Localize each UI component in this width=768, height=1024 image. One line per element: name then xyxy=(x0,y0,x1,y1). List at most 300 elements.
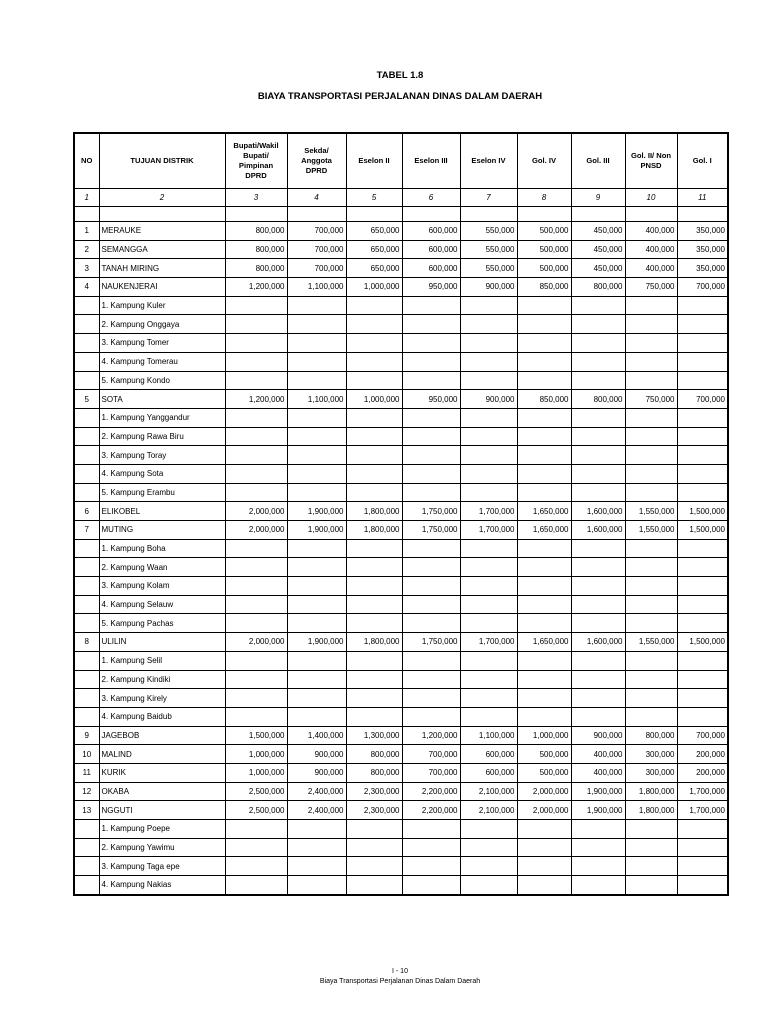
cost-cell: 600,000 xyxy=(402,222,460,241)
cost-cell xyxy=(402,352,460,371)
cost-cell xyxy=(402,838,460,857)
row-number: 11 xyxy=(74,763,99,782)
cost-cell: 700,000 xyxy=(287,240,346,259)
row-number xyxy=(74,334,99,353)
cost-cell xyxy=(402,558,460,577)
cost-cell: 1,550,000 xyxy=(625,633,677,652)
cost-cell: 1,800,000 xyxy=(625,782,677,801)
cost-cell xyxy=(402,820,460,839)
cost-cell xyxy=(225,558,287,577)
table-row xyxy=(74,464,728,483)
table-row xyxy=(74,521,728,540)
cost-cell xyxy=(402,539,460,558)
row-number xyxy=(74,371,99,390)
cost-cell: 450,000 xyxy=(571,222,625,241)
cost-cell xyxy=(346,595,402,614)
district-name: ULILIN xyxy=(99,633,225,652)
cost-cell xyxy=(517,857,571,876)
cost-cell: 1,700,000 xyxy=(460,521,517,540)
cost-cell xyxy=(517,651,571,670)
row-number xyxy=(74,483,99,502)
cost-cell xyxy=(571,408,625,427)
column-number: 2 xyxy=(99,189,225,207)
cost-cell: 1,900,000 xyxy=(287,633,346,652)
cost-cell xyxy=(287,670,346,689)
cost-cell xyxy=(460,651,517,670)
column-header: Gol. II/ Non PNSD xyxy=(625,133,677,189)
row-number: 9 xyxy=(74,726,99,745)
cost-cell xyxy=(346,689,402,708)
table-row xyxy=(74,876,728,895)
cost-cell: 1,000,000 xyxy=(346,278,402,297)
cost-cell: 300,000 xyxy=(625,745,677,764)
district-name: 3. Kampung Kolam xyxy=(99,577,225,596)
row-number: 2 xyxy=(74,240,99,259)
column-number: 7 xyxy=(460,189,517,207)
cost-cell xyxy=(677,483,728,502)
cost-cell: 2,300,000 xyxy=(346,782,402,801)
cost-cell xyxy=(460,689,517,708)
cost-cell xyxy=(460,614,517,633)
cost-cell xyxy=(402,427,460,446)
cost-cell: 650,000 xyxy=(346,259,402,278)
cost-cell xyxy=(225,689,287,708)
cost-cell xyxy=(677,539,728,558)
cost-cell: 1,500,000 xyxy=(677,633,728,652)
district-name: 1. Kampung Kuler xyxy=(99,296,225,315)
cost-cell: 300,000 xyxy=(625,763,677,782)
table-row xyxy=(74,707,728,726)
cost-cell xyxy=(571,296,625,315)
cost-cell xyxy=(402,296,460,315)
cost-cell: 700,000 xyxy=(287,222,346,241)
cost-cell: 950,000 xyxy=(402,390,460,409)
cost-cell xyxy=(402,315,460,334)
cost-cell xyxy=(402,334,460,353)
cost-cell xyxy=(517,595,571,614)
table-row xyxy=(74,689,728,708)
cost-cell xyxy=(625,707,677,726)
district-name: 4. Kampung Tomerau xyxy=(99,352,225,371)
cost-cell: 1,100,000 xyxy=(287,390,346,409)
cost-cell xyxy=(287,427,346,446)
cost-cell: 550,000 xyxy=(460,259,517,278)
cost-cell: 1,700,000 xyxy=(677,801,728,820)
row-number xyxy=(74,707,99,726)
table-row xyxy=(74,390,728,409)
table-row xyxy=(74,801,728,820)
cost-cell xyxy=(571,577,625,596)
cost-cell: 700,000 xyxy=(677,278,728,297)
cost-cell: 2,400,000 xyxy=(287,782,346,801)
table-row xyxy=(74,222,728,241)
cost-cell: 700,000 xyxy=(402,763,460,782)
row-number: 12 xyxy=(74,782,99,801)
table-row xyxy=(74,745,728,764)
cost-cell xyxy=(402,651,460,670)
cost-cell: 850,000 xyxy=(517,278,571,297)
cost-cell: 1,600,000 xyxy=(571,521,625,540)
cost-cell xyxy=(517,334,571,353)
cost-cell: 1,900,000 xyxy=(571,782,625,801)
cost-cell xyxy=(625,539,677,558)
row-number xyxy=(74,408,99,427)
row-number xyxy=(74,670,99,689)
cost-cell xyxy=(677,876,728,895)
row-number xyxy=(74,464,99,483)
district-name: 5. Kampung Erambu xyxy=(99,483,225,502)
table-row xyxy=(74,670,728,689)
cost-cell xyxy=(625,352,677,371)
cost-cell xyxy=(402,876,460,895)
cost-cell xyxy=(225,334,287,353)
cost-cell xyxy=(571,483,625,502)
cost-cell xyxy=(677,595,728,614)
cost-cell: 650,000 xyxy=(346,222,402,241)
cost-cell xyxy=(677,577,728,596)
cost-cell xyxy=(346,857,402,876)
district-name: 4. Kampung Selauw xyxy=(99,595,225,614)
cost-cell xyxy=(517,614,571,633)
cost-cell: 1,000,000 xyxy=(225,763,287,782)
cost-cell xyxy=(625,689,677,708)
table-row xyxy=(74,259,728,278)
cost-cell xyxy=(225,857,287,876)
cost-cell: 400,000 xyxy=(625,240,677,259)
cost-cell xyxy=(571,670,625,689)
cost-cell xyxy=(625,464,677,483)
cost-cell: 1,900,000 xyxy=(571,801,625,820)
table-row xyxy=(74,352,728,371)
table-row xyxy=(74,577,728,596)
column-number-row xyxy=(74,189,728,207)
cost-cell xyxy=(402,857,460,876)
cost-cell: 1,500,000 xyxy=(677,502,728,521)
column-number: 4 xyxy=(287,189,346,207)
cost-cell xyxy=(460,670,517,689)
cost-cell xyxy=(625,577,677,596)
column-number: 1 xyxy=(74,189,99,207)
column-number: 10 xyxy=(625,189,677,207)
cost-cell xyxy=(625,670,677,689)
cost-cell xyxy=(287,876,346,895)
cost-cell xyxy=(571,614,625,633)
cost-cell: 1,650,000 xyxy=(517,633,571,652)
district-name: 3. Kampung Tomer xyxy=(99,334,225,353)
cost-cell: 700,000 xyxy=(287,259,346,278)
district-name: JAGEBOB xyxy=(99,726,225,745)
cost-cell xyxy=(402,464,460,483)
cost-cell xyxy=(346,577,402,596)
cost-cell xyxy=(677,707,728,726)
cost-cell: 1,800,000 xyxy=(346,521,402,540)
table-row xyxy=(74,334,728,353)
district-name: 4. Kampung Baidub xyxy=(99,707,225,726)
cost-cell: 450,000 xyxy=(571,240,625,259)
cost-cell: 2,000,000 xyxy=(225,521,287,540)
cost-cell xyxy=(346,315,402,334)
cost-cell xyxy=(571,334,625,353)
district-name: MERAUKE xyxy=(99,222,225,241)
cost-cell xyxy=(677,558,728,577)
cost-cell xyxy=(402,614,460,633)
cost-cell xyxy=(460,334,517,353)
cost-cell xyxy=(225,315,287,334)
cost-cell xyxy=(625,371,677,390)
cost-cell xyxy=(225,651,287,670)
cost-cell xyxy=(346,558,402,577)
cost-cell xyxy=(402,707,460,726)
column-number: 9 xyxy=(571,189,625,207)
cost-cell xyxy=(346,371,402,390)
cost-cell: 500,000 xyxy=(517,259,571,278)
cost-cell: 1,200,000 xyxy=(402,726,460,745)
cost-cell xyxy=(677,838,728,857)
row-number xyxy=(74,296,99,315)
cost-cell xyxy=(571,427,625,446)
row-number xyxy=(74,838,99,857)
cost-cell: 1,900,000 xyxy=(287,502,346,521)
cost-cell: 1,750,000 xyxy=(402,521,460,540)
cost-cell xyxy=(571,464,625,483)
cost-cell xyxy=(402,446,460,465)
cost-cell: 600,000 xyxy=(402,240,460,259)
row-number xyxy=(74,857,99,876)
cost-cell xyxy=(517,820,571,839)
cost-cell: 550,000 xyxy=(460,222,517,241)
cost-cell xyxy=(571,838,625,857)
row-number xyxy=(74,820,99,839)
table-row xyxy=(74,315,728,334)
cost-cell xyxy=(225,408,287,427)
cost-cell xyxy=(287,707,346,726)
column-header: Eselon III xyxy=(402,133,460,189)
district-name: 1. Kampung Poepe xyxy=(99,820,225,839)
table-row xyxy=(74,820,728,839)
cost-cell: 1,200,000 xyxy=(225,390,287,409)
cost-cell: 1,750,000 xyxy=(402,633,460,652)
cost-cell: 900,000 xyxy=(460,390,517,409)
cost-cell xyxy=(346,334,402,353)
row-number xyxy=(74,614,99,633)
row-number: 10 xyxy=(74,745,99,764)
cost-cell xyxy=(460,595,517,614)
cost-cell: 350,000 xyxy=(677,240,728,259)
transport-cost-table xyxy=(73,132,729,896)
district-name: ELIKOBEL xyxy=(99,502,225,521)
cost-cell xyxy=(346,296,402,315)
cost-cell xyxy=(517,558,571,577)
district-name: 1. Kampung Selil xyxy=(99,651,225,670)
table-subtitle: BIAYA TRANSPORTASI PERJALANAN DINAS DALAM DAERAH xyxy=(257,91,543,102)
cost-cell xyxy=(287,408,346,427)
cost-cell: 1,700,000 xyxy=(460,502,517,521)
cost-cell xyxy=(346,820,402,839)
district-name: NAUKENJERAI xyxy=(99,278,225,297)
cost-cell xyxy=(225,820,287,839)
cost-cell xyxy=(287,371,346,390)
row-number xyxy=(74,577,99,596)
cost-cell xyxy=(225,371,287,390)
cost-cell: 2,500,000 xyxy=(225,782,287,801)
cost-cell xyxy=(517,707,571,726)
cost-cell xyxy=(225,614,287,633)
cost-cell xyxy=(677,371,728,390)
district-name: 3. Kampung Kirely xyxy=(99,689,225,708)
column-number: 3 xyxy=(225,189,287,207)
cost-cell xyxy=(571,689,625,708)
cost-cell xyxy=(460,464,517,483)
cost-cell xyxy=(287,614,346,633)
cost-cell: 1,650,000 xyxy=(517,502,571,521)
cost-cell xyxy=(225,483,287,502)
cost-cell: 1,300,000 xyxy=(346,726,402,745)
cost-cell xyxy=(460,857,517,876)
column-header: Bupati/Wakil Bupati/ Pimpinan DPRD xyxy=(225,133,287,189)
cost-cell: 1,750,000 xyxy=(402,502,460,521)
cost-cell: 1,600,000 xyxy=(571,502,625,521)
cost-cell: 1,100,000 xyxy=(460,726,517,745)
cost-cell: 650,000 xyxy=(346,240,402,259)
district-name: 1. Kampung Yanggandur xyxy=(99,408,225,427)
cost-cell xyxy=(571,876,625,895)
cost-cell xyxy=(571,707,625,726)
cost-cell xyxy=(287,857,346,876)
cost-cell xyxy=(346,651,402,670)
cost-cell: 2,000,000 xyxy=(225,502,287,521)
cost-cell xyxy=(402,483,460,502)
cost-cell: 1,700,000 xyxy=(677,782,728,801)
cost-cell xyxy=(571,315,625,334)
cost-cell: 1,550,000 xyxy=(625,502,677,521)
cost-cell xyxy=(346,707,402,726)
cost-cell xyxy=(287,446,346,465)
cost-cell: 1,500,000 xyxy=(677,521,728,540)
cost-cell xyxy=(517,483,571,502)
cost-cell xyxy=(460,315,517,334)
footer-caption: Biaya Transportasi Perjalanan Dinas Dalam Daerah xyxy=(319,978,481,985)
cost-cell xyxy=(402,689,460,708)
cost-cell xyxy=(517,838,571,857)
cost-cell: 1,400,000 xyxy=(287,726,346,745)
cost-cell xyxy=(287,483,346,502)
table-row xyxy=(74,278,728,297)
cost-cell xyxy=(460,371,517,390)
cost-cell xyxy=(287,689,346,708)
cost-cell xyxy=(346,352,402,371)
cost-cell xyxy=(346,670,402,689)
district-name: MUTING xyxy=(99,521,225,540)
cost-cell: 800,000 xyxy=(346,745,402,764)
column-header: Gol. III xyxy=(571,133,625,189)
table-row xyxy=(74,446,728,465)
row-number xyxy=(74,352,99,371)
table-title: TABEL 1.8 xyxy=(376,70,424,81)
district-name: 4. Kampung Sota xyxy=(99,464,225,483)
cost-cell: 2,000,000 xyxy=(225,633,287,652)
cost-cell xyxy=(346,427,402,446)
cost-cell xyxy=(571,820,625,839)
cost-cell xyxy=(346,464,402,483)
cost-cell: 800,000 xyxy=(571,390,625,409)
cost-cell xyxy=(346,539,402,558)
cost-cell xyxy=(677,651,728,670)
cost-cell xyxy=(677,427,728,446)
cost-cell xyxy=(402,371,460,390)
row-number xyxy=(74,651,99,670)
cost-cell xyxy=(571,558,625,577)
cost-cell: 2,200,000 xyxy=(402,782,460,801)
cost-cell xyxy=(460,352,517,371)
cost-cell xyxy=(460,539,517,558)
cost-cell xyxy=(517,315,571,334)
cost-cell xyxy=(625,857,677,876)
page-number: I - 10 xyxy=(392,968,408,975)
column-header: NO xyxy=(74,133,99,189)
district-name: TANAH MIRING xyxy=(99,259,225,278)
column-number: 6 xyxy=(402,189,460,207)
cost-cell: 900,000 xyxy=(571,726,625,745)
cost-cell xyxy=(677,446,728,465)
cost-cell xyxy=(517,352,571,371)
cost-cell xyxy=(287,315,346,334)
cost-cell xyxy=(571,595,625,614)
cost-cell: 2,400,000 xyxy=(287,801,346,820)
cost-cell xyxy=(287,651,346,670)
cost-cell xyxy=(625,408,677,427)
cost-cell xyxy=(625,427,677,446)
cost-cell xyxy=(571,651,625,670)
row-number xyxy=(74,315,99,334)
cost-cell: 200,000 xyxy=(677,745,728,764)
cost-cell xyxy=(677,408,728,427)
cost-cell: 950,000 xyxy=(402,278,460,297)
cost-cell xyxy=(571,446,625,465)
table-row xyxy=(74,240,728,259)
row-number: 4 xyxy=(74,278,99,297)
cost-cell xyxy=(677,296,728,315)
cost-cell xyxy=(517,876,571,895)
cost-cell xyxy=(625,483,677,502)
cost-cell xyxy=(460,876,517,895)
cost-cell xyxy=(287,539,346,558)
row-number: 6 xyxy=(74,502,99,521)
cost-cell: 1,000,000 xyxy=(225,745,287,764)
cost-cell xyxy=(677,670,728,689)
district-name: 3. Kampung Toray xyxy=(99,446,225,465)
cost-cell xyxy=(625,651,677,670)
row-number: 13 xyxy=(74,801,99,820)
district-name: KURIK xyxy=(99,763,225,782)
cost-cell xyxy=(517,577,571,596)
cost-cell: 1,500,000 xyxy=(225,726,287,745)
cost-cell xyxy=(517,689,571,708)
cost-cell xyxy=(517,539,571,558)
district-name: 3. Kampung Taga epe xyxy=(99,857,225,876)
cost-cell xyxy=(287,352,346,371)
table-row xyxy=(74,633,728,652)
district-name: MALIND xyxy=(99,745,225,764)
cost-cell xyxy=(625,820,677,839)
cost-cell: 200,000 xyxy=(677,763,728,782)
row-number: 7 xyxy=(74,521,99,540)
column-header: Gol. IV xyxy=(517,133,571,189)
row-number xyxy=(74,446,99,465)
column-header: Eselon II xyxy=(346,133,402,189)
cost-cell xyxy=(287,595,346,614)
blank-row xyxy=(74,207,728,222)
cost-cell xyxy=(625,838,677,857)
